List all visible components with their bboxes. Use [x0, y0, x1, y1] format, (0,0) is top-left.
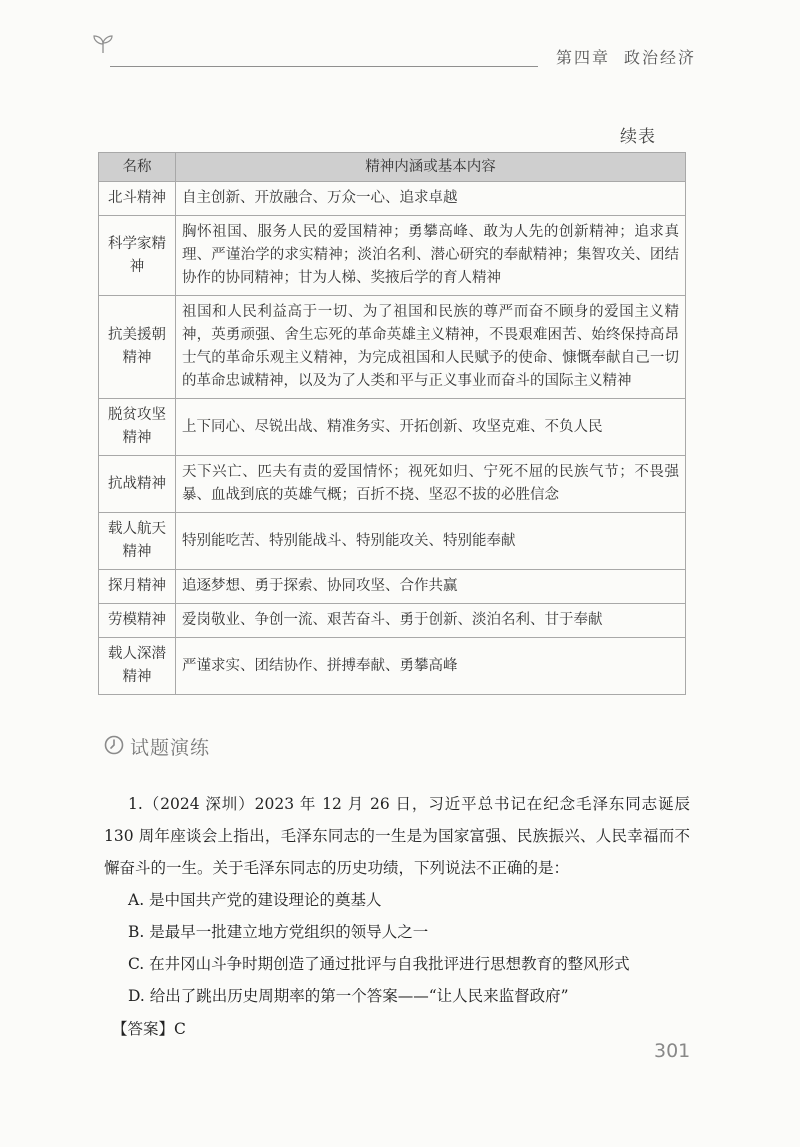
spirit-name: 抗美援朝精神	[99, 296, 176, 399]
column-header-content: 精神内涵或基本内容	[176, 153, 686, 182]
continuation-label: 续表	[620, 127, 656, 147]
column-header-name: 名称	[99, 153, 176, 182]
answer-label: 【答案】	[112, 1020, 175, 1038]
spirit-content: 祖国和人民利益高于一切、为了祖国和民族的尊严而奋不顾身的爱国主义精神，英勇顽强、舍生忘死的革命英雄主义精神，不畏艰难困苦、始终保持高昂士气的革命乐观主义精神，为完成祖国和人民赋予的使命、慷慨奉献自己一切的革命忠诚精神，以及为了人类和平与正义事业而奋斗的国际主义精神	[176, 296, 686, 399]
table-row	[99, 296, 686, 399]
option-d: D. 给出了跳出历史周期率的第一个答案——“让人民来监督政府”	[128, 987, 569, 1005]
spirit-name: 劳模精神	[99, 604, 176, 638]
clock-icon	[104, 735, 124, 755]
spirit-name: 载人深潜精神	[99, 638, 176, 695]
spirit-name: 探月精神	[99, 570, 176, 604]
page-number: 301	[654, 1040, 691, 1062]
chapter-title: 政治经济	[624, 48, 697, 67]
option-c: C. 在井冈山斗争时期创造了通过批评与自我批评进行思想教育的整风形式	[128, 955, 630, 973]
option-b: B. 是最早一批建立地方党组织的领导人之一	[128, 923, 429, 941]
spirits-table	[98, 152, 686, 695]
spirit-name: 北斗精神	[99, 182, 176, 216]
spirit-content: 天下兴亡、匹夫有责的爱国情怀；视死如归、宁死不屈的民族气节；不畏强暴、血战到底的英雄气概；百折不挠、坚忍不拔的必胜信念	[176, 456, 686, 513]
spirit-name: 科学家精神	[99, 216, 176, 296]
spirit-content: 自主创新、开放融合、万众一心、追求卓越	[176, 182, 686, 216]
sprout-icon	[92, 34, 114, 54]
answer-value: C	[174, 1020, 186, 1038]
option-a: A. 是中国共产党的建设理论的奠基人	[128, 891, 382, 909]
page-header	[0, 0, 800, 80]
spirit-name: 载人航天精神	[99, 513, 176, 570]
header-rule	[110, 66, 538, 67]
practice-title: 试题演练	[130, 737, 211, 759]
table-row	[99, 513, 686, 570]
spirit-content: 上下同心、尽锐出战、精准务实、开拓创新、攻坚克难、不负人民	[176, 399, 686, 456]
chapter-heading	[556, 45, 696, 68]
table-row	[99, 216, 686, 296]
spirit-content: 胸怀祖国、服务人民的爱国精神；勇攀高峰、敢为人先的创新精神；追求真理、严谨治学的求实精神；淡泊名利、潜心研究的奉献精神；集智攻关、团结协作的协同精神；甘为人梯、奖掖后学的育人精神	[176, 216, 686, 296]
table-row	[99, 604, 686, 638]
table-header-row	[99, 153, 686, 182]
chapter-number: 第四章	[556, 48, 611, 67]
table-row	[99, 638, 686, 695]
table-row	[99, 456, 686, 513]
table-row	[99, 570, 686, 604]
spirit-name: 抗战精神	[99, 456, 176, 513]
spirit-content: 严谨求实、团结协作、拼搏奉献、勇攀高峰	[176, 638, 686, 695]
table-row	[99, 182, 686, 216]
answer-line	[104, 1012, 690, 1046]
spirit-name: 脱贫攻坚精神	[99, 399, 176, 456]
spirit-content: 爱岗敬业、争创一流、艰苦奋斗、勇于创新、淡泊名利、甘于奉献	[176, 604, 686, 638]
spirit-content: 特别能吃苦、特别能战斗、特别能攻关、特别能奉献	[176, 513, 686, 570]
question-stem: 1.（2024 深圳）2023 年 12 月 26 日，习近平总书记在纪念毛泽东同志诞辰 130 周年座谈会上指出，毛泽东同志的一生是为国家富强、民族振兴、人民幸福而不懈奋斗的一生。关于毛泽东同志的历史功绩，下列说法不正确的是：	[104, 795, 690, 877]
question-block	[104, 788, 690, 1046]
spirit-content: 追逐梦想、勇于探索、协同攻坚、合作共赢	[176, 570, 686, 604]
table-row	[99, 399, 686, 456]
